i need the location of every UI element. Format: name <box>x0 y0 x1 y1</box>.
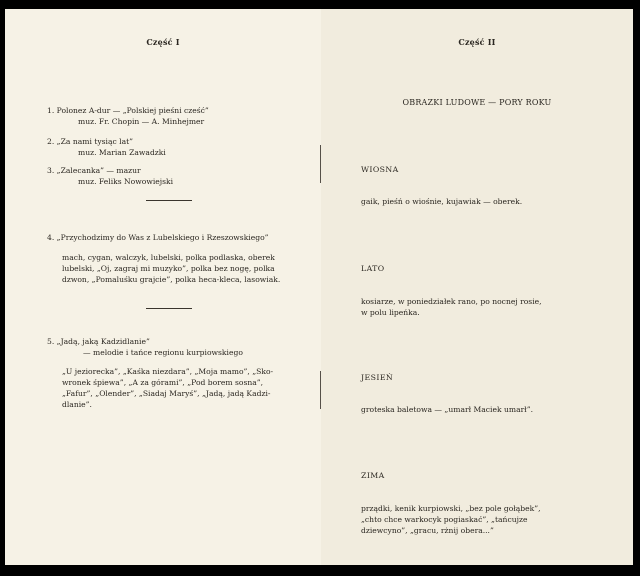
season-heading-lato: LATO <box>361 264 385 273</box>
season-heading-wiosna: WIOSNA <box>361 165 399 174</box>
item-description-line: lubelski, „Oj, zagraj mi muzyko”, polka bez nogę, polka <box>62 264 275 273</box>
season-description: groteska baletowa — „umarł Maciek umarł”. <box>361 405 533 414</box>
left-page <box>5 9 321 565</box>
season-description: kosiarze, w poniedziałek rano, po nocnej rosie, <box>361 297 542 306</box>
item-number: 4. <box>47 233 55 242</box>
item-description-line: dzwon, „Pomaluśku grajcie”, polka heca-kleca, lasowiak. <box>62 275 281 284</box>
item-description-line: dlanie”. <box>62 400 92 409</box>
season-heading-jesien: JESIEŃ <box>361 373 394 382</box>
section-divider <box>146 308 192 309</box>
season-heading-zima: ZIMA <box>361 471 385 480</box>
program-item-1 <box>47 105 209 127</box>
section-divider <box>146 200 192 201</box>
item-description-line: „Fafur”, „Olender”, „Siadaj Maryś”, „Jadą, jadą Kadzi- <box>62 389 271 398</box>
program-item-4 <box>47 232 280 285</box>
item-number: 2. <box>47 137 55 146</box>
part-one-title: Część I <box>146 37 180 47</box>
season-description: prządki, kenik kurpiowski, „bez pole gołąbek”, <box>361 504 541 513</box>
item-number: 3. <box>47 166 55 175</box>
item-credit: muz. Fr. Chopin — A. Minhejmer <box>78 117 205 126</box>
season-description: w polu lipeńka. <box>361 308 420 317</box>
item-number: 1. <box>47 106 55 115</box>
item-number: 5. <box>47 337 55 346</box>
season-description: „chto chce warkocyk pogiaskać”, „tańcujze <box>361 515 528 524</box>
item-credit: muz. Feliks Nowowiejski <box>78 177 174 186</box>
section-heading: OBRAZKI LUDOWE — PORY ROKU <box>402 98 552 107</box>
season-description: gaik, pieśń o wiośnie, kujawiak — oberek. <box>361 197 523 206</box>
season-description: dziewcyno”, „gracu, rżnij obera...” <box>361 526 494 535</box>
item-description-line: mach, cygan, walczyk, lubelski, polka podlaska, oberek <box>62 253 275 262</box>
program-item-2 <box>47 136 166 158</box>
item-title: „Za nami tysiąc lat” <box>56 137 134 146</box>
program-booklet <box>5 9 633 565</box>
item-title: Polonez A-dur — „Polskiej pieśni cześć” <box>56 106 209 115</box>
item-description-line: „U jeziorecka”, „Kaśka niezdara”, „Moja mamo”, „Sko- <box>62 367 274 376</box>
program-item-3 <box>47 165 173 187</box>
item-title: „Jadą, jaką Kadzidlanie” <box>56 337 150 346</box>
item-title: „Zalecanka” — mazur <box>56 166 141 175</box>
right-page <box>321 9 633 565</box>
program-item-5 <box>47 336 273 410</box>
item-description-line: wronek śpiewa”, „A za górami”, „Pod borem sosna”, <box>62 378 264 387</box>
item-subtitle: — melodie i tańce regionu kurpiowskiego <box>83 348 243 357</box>
item-credit: muz. Marian Zawadzki <box>78 148 166 157</box>
part-two-title: Część II <box>458 37 496 47</box>
item-title: „Przychodzimy do Was z Lubelskiego i Rzeszowskiego” <box>56 233 269 242</box>
